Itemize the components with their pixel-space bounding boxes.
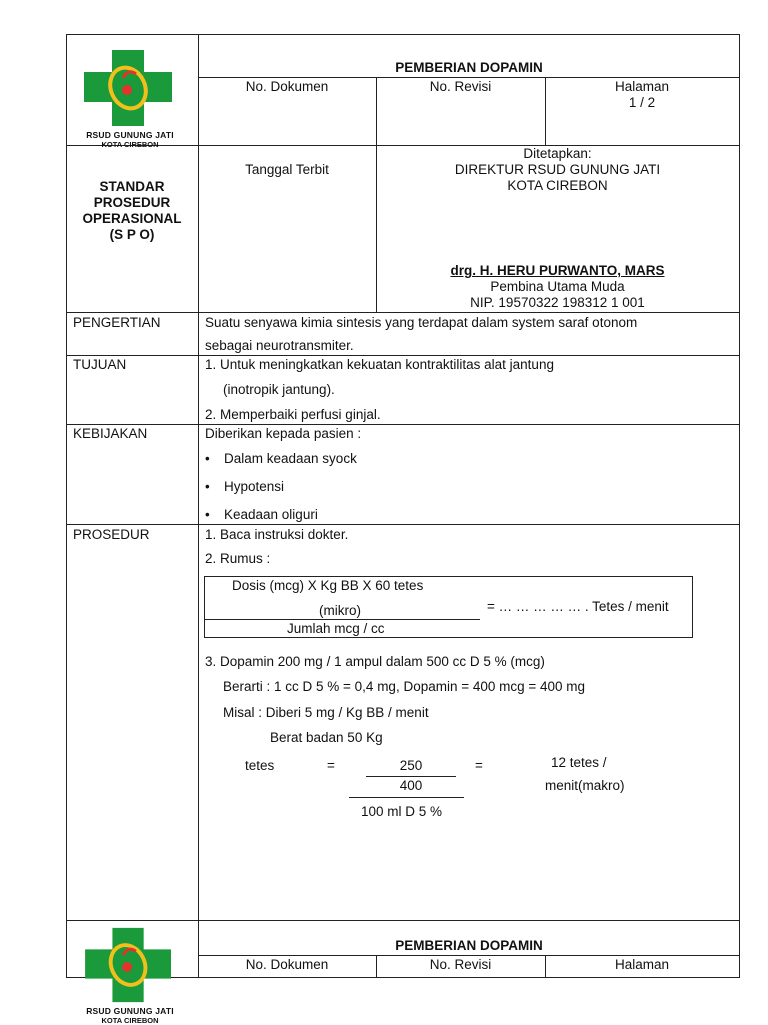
formula-denominator: Jumlah mcg / cc: [287, 621, 385, 636]
calc-tetes: tetes: [245, 758, 275, 773]
bullet-icon: •: [205, 451, 210, 466]
signatory-block: [376, 263, 739, 311]
signatory-rank: Pembina Utama Muda: [490, 279, 625, 294]
spo-line1: STANDAR: [99, 179, 165, 194]
no-revisi-label: No. Revisi: [429, 79, 492, 94]
tujuan-line1: 1. Untuk meningkatkan kekuatan kontraktilitas alat jantung: [205, 357, 554, 372]
prosedur-step1: 1. Baca instruksi dokter.: [205, 527, 349, 542]
calc-inner-denominator: 400: [399, 778, 423, 793]
logo-line1: RSUD GUNUNG JATI: [86, 130, 174, 140]
tujuan-line3: 2. Memperbaiki perfusi ginjal.: [205, 407, 381, 422]
calc-equals-1: =: [327, 758, 335, 773]
green-cross-icon: [80, 46, 180, 130]
direktur-city: KOTA CIREBON: [507, 178, 608, 193]
direktur-title: DIREKTUR RSUD GUNUNG JATI: [454, 162, 661, 177]
prosedur-bottom-divider: [66, 920, 740, 921]
no-dokumen-label: No. Dokumen: [245, 79, 329, 94]
footer-logo-line1: RSUD GUNUNG JATI: [86, 1006, 174, 1016]
kebijakan-bottom-divider: [66, 524, 740, 525]
formula-numerator-line2: (mikro): [319, 603, 361, 618]
table-left-border: [66, 34, 67, 920]
kebijakan-label: KEBIJAKAN: [73, 426, 148, 441]
approval-bottom-divider: [66, 312, 740, 313]
footer-left-border: [66, 920, 67, 977]
halaman-label: Halaman: [614, 79, 670, 94]
kebijakan-list: [205, 451, 357, 535]
pengertian-line1: Suatu senyawa kimia sintesis yang terdapat dalam system saraf otonom: [205, 315, 638, 330]
approval-block: [376, 146, 739, 194]
bullet-icon: •: [205, 507, 210, 522]
tujuan-bottom-divider: [66, 424, 740, 425]
bullet-icon: •: [205, 479, 210, 494]
document-title: PEMBERIAN DOPAMIN: [395, 60, 543, 75]
spo-line4: (S P O): [109, 227, 155, 242]
spo-line3: OPERASIONAL: [82, 211, 182, 226]
signatory-name: drg. H. HERU PURWANTO, MARS: [450, 263, 665, 278]
list-item: • Dalam keadaan syock: [205, 451, 357, 466]
spo-line2: PROSEDUR: [93, 195, 171, 210]
pengertian-line2: sebagai neurotransmiter.: [205, 338, 354, 353]
halaman-value: 1 / 2: [628, 95, 656, 110]
header-title-divider: [198, 77, 740, 78]
green-cross-icon: [80, 924, 180, 1006]
calc-inner-fraction-line: [366, 776, 456, 777]
ditetapkan-label: Ditetapkan:: [523, 146, 592, 161]
table-right-border: [739, 34, 740, 920]
formula-box: [204, 576, 693, 638]
table-top-border: [66, 34, 740, 35]
footer-title-divider: [198, 955, 740, 956]
pengertian-label: PENGERTIAN: [73, 315, 161, 330]
calc-equals-2: =: [475, 758, 483, 773]
kebijakan-intro: Diberikan kepada pasien :: [205, 426, 362, 441]
tujuan-label: TUJUAN: [73, 357, 127, 372]
tujuan-line2: (inotropik jantung).: [223, 382, 335, 397]
prosedur-berarti: Berarti : 1 cc D 5 % = 0,4 mg, Dopamin = 400 mcg = 400 mg: [223, 679, 586, 694]
prosedur-label: PROSEDUR: [73, 527, 150, 542]
prosedur-step3: 3. Dopamin 200 mg / 1 ampul dalam 500 cc D 5 % (mcg): [205, 654, 545, 669]
footer-logo-line2: KOTA CIREBON: [101, 1016, 159, 1025]
list-item: • Hypotensi: [205, 479, 285, 494]
calc-result-line1: 12 tetes /: [551, 755, 607, 770]
list-item: • Keadaan oliguri: [205, 507, 318, 522]
prosedur-misal: Misal : Diberi 5 mg / Kg BB / menit: [223, 705, 429, 720]
footer-no-revisi-label: No. Revisi: [429, 957, 492, 972]
footer-no-dokumen-label: No. Dokumen: [245, 957, 329, 972]
pengertian-bottom-divider: [66, 355, 740, 356]
prosedur-step2: 2. Rumus :: [205, 551, 271, 566]
formula-fraction-line: [205, 619, 480, 620]
footer-halaman-label: Halaman: [614, 957, 670, 972]
calc-main-fraction-line: [349, 797, 464, 798]
tanggal-terbit-label: Tanggal Terbit: [245, 162, 329, 177]
footer-document-title: PEMBERIAN DOPAMIN: [395, 938, 543, 953]
spo-title: [66, 179, 198, 243]
signatory-nip: NIP. 19570322 198312 1 001: [470, 295, 645, 310]
formula-result: = … … … … … . Tetes / menit: [487, 599, 669, 614]
calc-result-line2: menit(makro): [545, 778, 625, 793]
hospital-logo: [80, 46, 180, 149]
logo-line2: KOTA CIREBON: [101, 140, 159, 149]
footer-hospital-logo: [80, 924, 180, 1024]
calc-denominator: 100 ml D 5 %: [361, 804, 443, 819]
formula-numerator-line1: Dosis (mcg) X Kg BB X 60 tetes: [232, 578, 424, 593]
calc-numerator: 250: [399, 758, 423, 773]
prosedur-berat: Berat badan 50 Kg: [270, 730, 383, 745]
